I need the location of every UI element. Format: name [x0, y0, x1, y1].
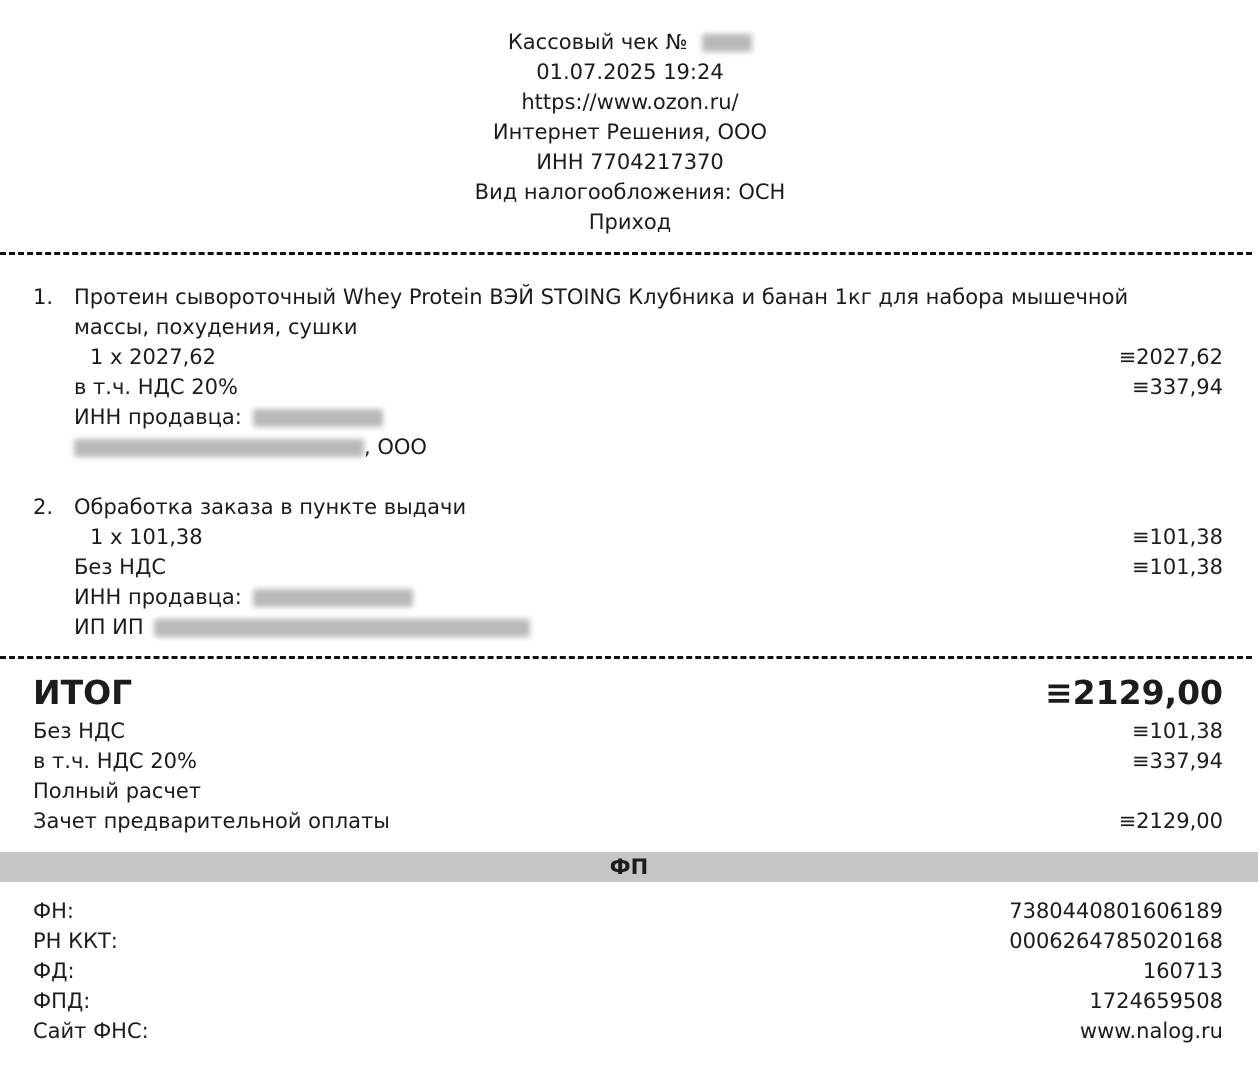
receipt-datetime: 01.07.2025 19:24 — [536, 60, 724, 84]
item-2-qty-price: 1 x 101,38 — [90, 525, 203, 549]
item-2-seller-prefix: ИП ИП — [74, 615, 144, 639]
rn-kkt-label: РН ККТ: — [33, 929, 118, 953]
item-2-seller-inn-label: ИНН продавца: — [74, 585, 242, 609]
redacted-seller-name — [154, 619, 530, 637]
item-2-vat-label: Без НДС — [74, 555, 167, 579]
receipt-title-row — [0, 27, 1260, 57]
fn-value: 7380440801606189 — [1009, 899, 1223, 923]
item-2-number: 2. — [33, 495, 54, 519]
rn-kkt-value: 0006264785020168 — [1009, 929, 1223, 953]
fn-label: ФН: — [33, 899, 74, 923]
receipt-title: Кассовый чек № — [507, 30, 688, 54]
item-2-amount: ≡101,38 — [1131, 525, 1223, 549]
item-1-seller-suffix: , ООО — [364, 435, 427, 459]
fp-bar: ФП — [0, 852, 1258, 882]
fns-site-label: Сайт ФНС: — [33, 1019, 149, 1043]
item-1-name-line2: массы, похудения, сушки — [74, 315, 358, 339]
totals-row-no-vat-label: Без НДС — [33, 719, 126, 743]
separator-top — [0, 252, 1252, 255]
item-1-vat-amount: ≡337,94 — [1131, 375, 1223, 399]
totals-row-no-vat-value: ≡101,38 — [1131, 719, 1223, 743]
item-1-vat-label: в т.ч. НДС 20% — [74, 375, 238, 399]
item-2-seller-inn — [74, 582, 413, 612]
totals-row-prepayment-value: ≡2129,00 — [1118, 809, 1223, 833]
fpd-value: 1724659508 — [1089, 989, 1223, 1013]
item-2-name: Обработка заказа в пункте выдачи — [74, 495, 467, 519]
receipt-tax-system: Вид налогообложения: ОСН — [474, 180, 786, 204]
redacted-seller-inn — [253, 589, 413, 607]
fns-site-value: www.nalog.ru — [1079, 1019, 1223, 1043]
total-value: ≡2129,00 — [1045, 673, 1223, 712]
receipt-header — [0, 27, 1260, 237]
fd-label: ФД: — [33, 959, 75, 983]
totals-row-prepayment-label: Зачет предварительной оплаты — [33, 809, 390, 833]
item-1-qty-price: 1 x 2027,62 — [90, 345, 216, 369]
redacted-seller-inn — [253, 409, 383, 427]
total-label: ИТОГ — [33, 673, 133, 712]
separator-bottom — [0, 656, 1252, 659]
item-1-number: 1. — [33, 285, 54, 309]
receipt-org: Интернет Решения, ООО — [492, 120, 768, 144]
item-1-seller-name — [74, 432, 427, 462]
redacted-seller-name — [74, 439, 364, 457]
item-1-seller-inn — [74, 402, 383, 432]
redacted-receipt-number — [702, 34, 752, 52]
item-2-seller-name — [74, 612, 530, 642]
totals-row-full-payment-label: Полный расчет — [33, 779, 201, 803]
receipt-url: https://www.ozon.ru/ — [521, 90, 739, 114]
item-1-amount: ≡2027,62 — [1118, 345, 1223, 369]
fd-value: 160713 — [1142, 959, 1223, 983]
totals-row-vat-label: в т.ч. НДС 20% — [33, 749, 197, 773]
item-1-seller-inn-label: ИНН продавца: — [74, 405, 242, 429]
item-2-vat-amount: ≡101,38 — [1131, 555, 1223, 579]
item-1-name-line1: Протеин сывороточный Whey Protein ВЭЙ STOING Клубника и банан 1кг для набора мышечной — [74, 285, 1129, 309]
receipt-operation: Приход — [588, 210, 672, 234]
totals-row-vat-value: ≡337,94 — [1131, 749, 1223, 773]
receipt-inn: ИНН 7704217370 — [536, 150, 724, 174]
fpd-label: ФПД: — [33, 989, 91, 1013]
